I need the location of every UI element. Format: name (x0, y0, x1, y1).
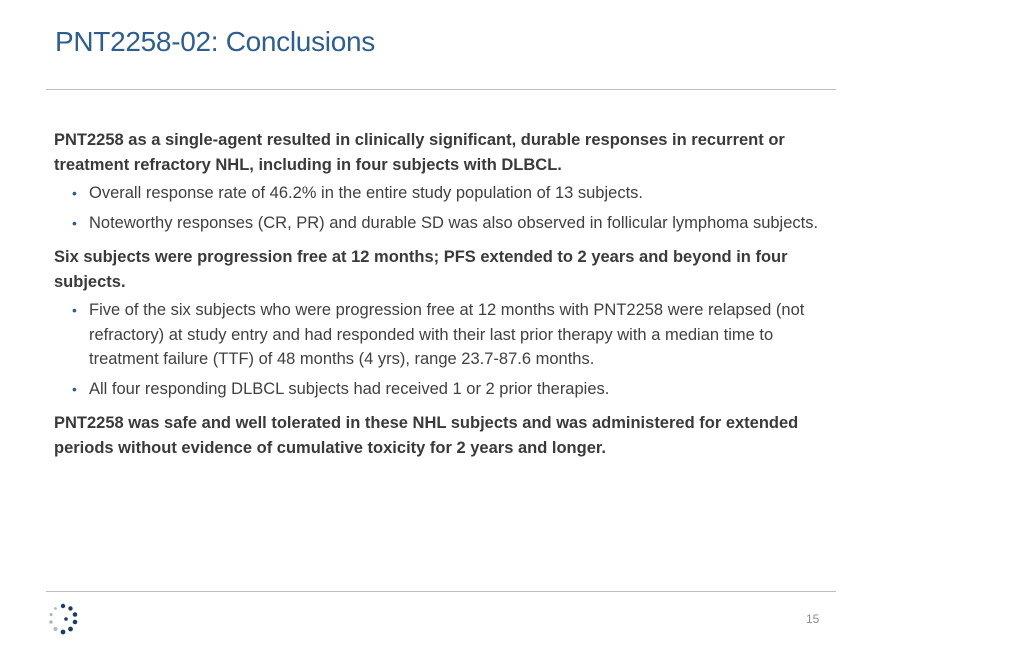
title-divider (46, 89, 836, 90)
bullet-dot-icon: • (72, 214, 77, 231)
footer-divider (46, 591, 836, 592)
slide-body (54, 128, 829, 470)
bullet-text: Five of the six subjects who were progression free at 12 months with PNT2258 were relapsed (not refractory) at study entry and had responded with their last prior therapy with a median time to treatment failure (TTF) of 48 months (4 yrs), range 23.7-87.6 months. (89, 301, 805, 368)
conclusion-section-3 (54, 411, 829, 460)
section-heading: PNT2258 as a single-agent resulted in clinically significant, durable responses in recurrent or treatment refractory NHL, including in four subjects with DLBCL. (54, 131, 785, 174)
slide-title: PNT2258-02: Conclusions (55, 26, 375, 57)
bullet-text: Overall response rate of 46.2% in the entire study population of 13 subjects. (89, 184, 643, 202)
bullet-dot-icon: • (72, 185, 77, 201)
bullet-list (54, 181, 829, 235)
section-heading: Six subjects were progression free at 12 months; PFS extended to 2 years and beyond in four subjects. (54, 248, 788, 291)
bullet-item (54, 211, 829, 236)
bullet-item (54, 298, 829, 372)
bullet-item (54, 377, 829, 402)
bullet-list (54, 298, 829, 401)
section-heading: PNT2258 was safe and well tolerated in these NHL subjects and was administered for extended periods without evidence of cumulative toxicity for 2 years and longer. (54, 414, 799, 457)
page-number: 15 (806, 612, 820, 626)
bullet-dot-icon: • (72, 302, 77, 318)
bullet-text: Noteworthy responses (CR, PR) and durable SD was also observed in follicular lymphoma subjects. (89, 213, 819, 232)
bullet-text: All four responding DLBCL subjects had received 1 or 2 prior therapies. (89, 379, 610, 398)
company-logo-icon (46, 602, 80, 636)
conclusion-section-1 (54, 128, 829, 235)
bullet-dot-icon: • (72, 380, 77, 397)
conclusion-section-2 (54, 245, 829, 401)
bullet-item (54, 181, 829, 206)
